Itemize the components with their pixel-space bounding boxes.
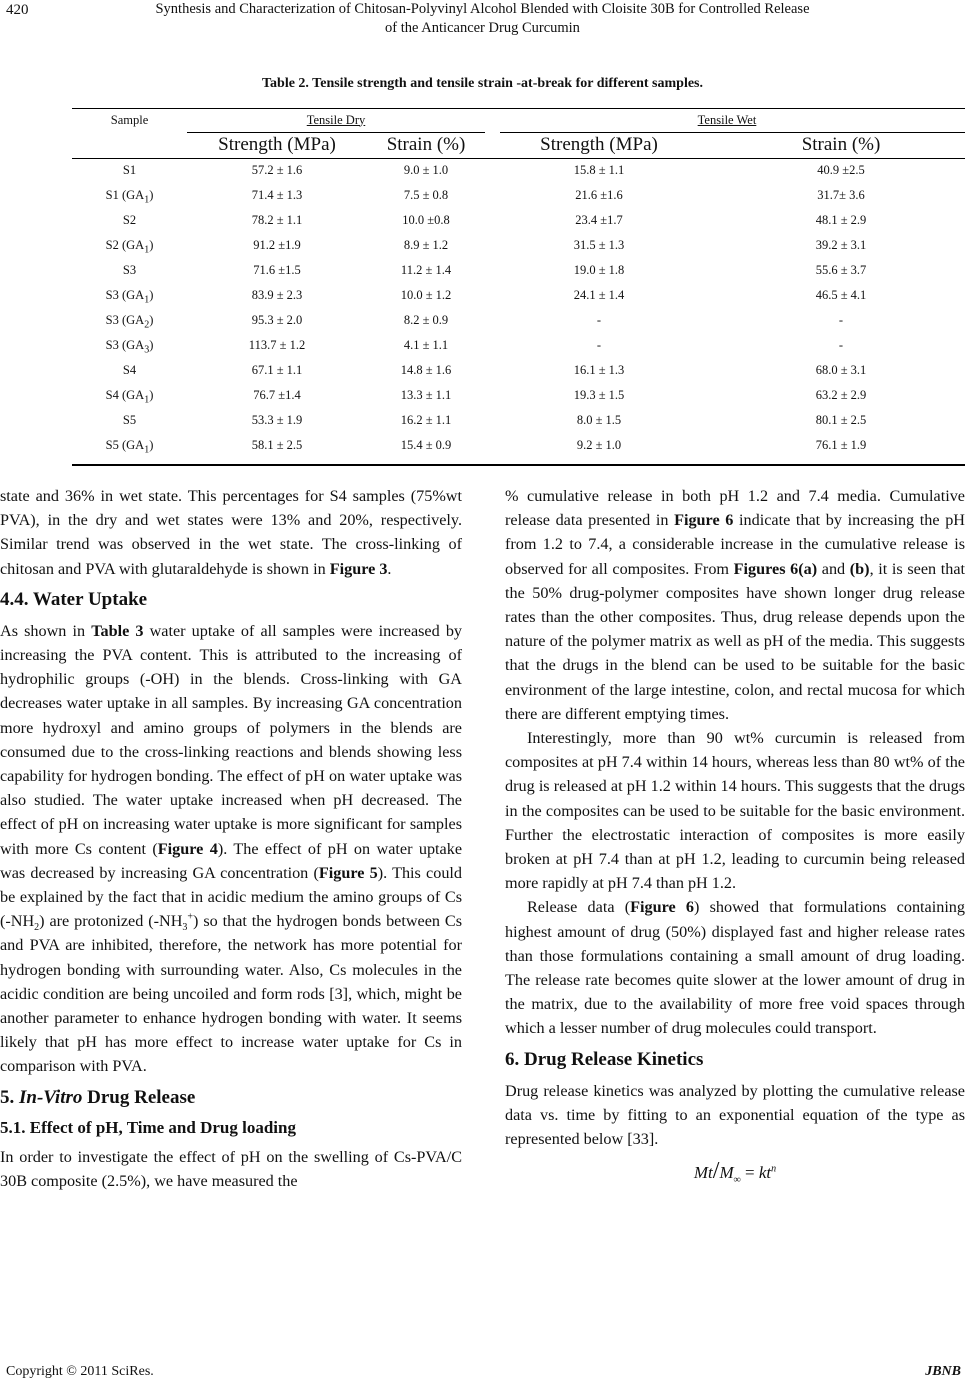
- paragraph: % cumulative release in both pH 1.2 and 7.4 media. Cumulative release data presented in Figure 6 indicate that by increasing the pH from 1.2 to 7.4, a considerable increase in the cumulative release is observed for all composites. From Figures 6(a) and (b), it is seen that the 50% drug-polymer composites have shown longer drug release rates than the other composites. Thus, drug release depends upon the nature of the polymer matrix as well as pH of the media. This suggests that the drugs in the blend can be used to be suitable for the basic environment of the large intestine, colon, and rectal mucosa for which there are different emptying times.: [505, 487, 965, 723]
- cell-wet-strain: -: [838, 338, 844, 352]
- table-caption: Table 2. Tensile strength and tensile strain -at-break for different samples.: [261, 76, 704, 91]
- table-row: [72, 183, 965, 208]
- cell-dry-strength: 78.2 ± 1.1: [251, 213, 303, 227]
- paragraph: Release data (Figure 6) showed that formulations containing highest amount of drug (50%) displayed fast and higher release rates than those formulations containing a small amount of drug loading. The release rate becomes quite slower at the lower amount of drug in the matrix, due to the availability of more free void spaces through which a lesser number of drug molecules could transport.: [505, 898, 965, 1038]
- cell-dry-strength: 91.2 ±1.9: [253, 238, 301, 252]
- tensile-table: [72, 108, 965, 458]
- section-heading-4-4: 4.4. Water Uptake: [0, 588, 148, 610]
- header-wet-strength: Strength (MPa): [540, 134, 658, 155]
- header-tensile-wet: Tensile Wet: [697, 112, 757, 127]
- cell-wet-strain: 40.9 ±2.5: [817, 163, 865, 177]
- cell-dry-strain: 8.2 ± 0.9: [403, 313, 449, 327]
- cell-dry-strain: 9.0 ± 1.0: [403, 163, 449, 177]
- cell-dry-strain: 14.8 ± 1.6: [400, 363, 452, 377]
- cell-wet-strength: -: [596, 313, 602, 327]
- cell-sample: S1: [122, 163, 137, 177]
- cell-dry-strain: 16.2 ± 1.1: [400, 413, 452, 427]
- header-dry-strain: Strain (%): [386, 134, 466, 155]
- cell-wet-strain: 80.1 ± 2.5: [815, 413, 867, 427]
- cell-wet-strength: 19.3 ± 1.5: [573, 388, 625, 402]
- cell-sample: S4: [122, 363, 137, 377]
- cell-dry-strength: 71.6 ±1.5: [253, 263, 301, 277]
- cell-sample: S3: [122, 263, 137, 277]
- cell-wet-strength: -: [596, 338, 602, 352]
- table-row: [72, 208, 965, 233]
- section-heading-5: 5. In-Vitro Drug Release: [0, 1086, 196, 1108]
- table-row: [72, 433, 965, 458]
- cell-dry-strength: 95.3 ± 2.0: [251, 313, 303, 327]
- cell-sample: S5: [122, 413, 137, 427]
- running-header-line1: Synthesis and Characterization of Chitosan-Polyvinyl Alcohol Blended with Cloisite 30B for Controlled Release: [155, 1, 810, 17]
- cell-wet-strength: 8.0 ± 1.5: [576, 413, 622, 427]
- table-body: [72, 158, 965, 458]
- cell-dry-strength: 53.3 ± 1.9: [251, 413, 303, 427]
- cell-wet-strain: 76.1 ± 1.9: [815, 438, 867, 452]
- cell-dry-strength: 83.9 ± 2.3: [251, 288, 303, 302]
- cell-sample: S3 $(GA_3)$: [105, 338, 154, 356]
- cell-wet-strength: 9.2 ± 1.0: [576, 438, 622, 452]
- cell-dry-strength: 113.7 ± 1.2: [248, 338, 306, 352]
- cell-wet-strength: 23.4 ±1.7: [575, 213, 623, 227]
- right-column: [505, 484, 965, 1185]
- cell-dry-strain: 13.3 ± 1.1: [400, 388, 452, 402]
- cell-wet-strain: 46.5 ± 4.1: [815, 288, 867, 302]
- cell-sample: S5 $(GA_1)$: [105, 438, 154, 456]
- table-row: [72, 358, 965, 383]
- section-heading-5-1: 5.1. Effect of pH, Time and Drug loading: [0, 1117, 296, 1137]
- cell-wet-strength: 16.1 ± 1.3: [573, 363, 625, 377]
- cell-wet-strain: 63.2 ± 2.9: [815, 388, 867, 402]
- cell-dry-strain: 7.5 ± 0.8: [403, 188, 449, 202]
- cell-wet-strength: 24.1 ± 1.4: [573, 288, 625, 302]
- running-header: [0, 0, 965, 38]
- page-number: 420: [6, 2, 29, 18]
- cell-sample: S3 $(GA_2)$: [105, 313, 154, 331]
- cell-wet-strain: 68.0 ± 3.1: [815, 363, 867, 377]
- cell-dry-strain: 15.4 ± 0.9: [400, 438, 452, 452]
- table-row: [72, 383, 965, 408]
- cell-sample: S4 $(GA_1)$: [105, 388, 154, 406]
- header-wet-strain: Strain (%): [801, 134, 881, 155]
- cell-wet-strain: 31.7± 3.6: [817, 188, 865, 202]
- cell-dry-strain: 4.1 ± 1.1: [403, 338, 449, 352]
- cell-dry-strain: 11.2 ± 1.4: [400, 263, 452, 277]
- cell-dry-strain: 10.0 ± 1.2: [400, 288, 452, 302]
- header-dry-strength: Strength (MPa): [218, 134, 336, 155]
- cell-sample: S2 $(GA_1)$: [105, 238, 154, 256]
- table-row: [72, 408, 965, 433]
- table-row: [72, 283, 965, 308]
- table-row: [72, 333, 965, 358]
- section-heading-6: 6. Drug Release Kinetics: [505, 1048, 704, 1070]
- equation: $Mt/M_\infty = kt^n$: [693, 1158, 777, 1186]
- copyright: Copyright © 2011 SciRes.: [6, 1364, 154, 1379]
- cell-dry-strain: 8.9 ± 1.2: [403, 238, 449, 252]
- header-sample: Sample: [110, 112, 149, 127]
- running-header-line2: of the Anticancer Drug Curcumin: [385, 20, 580, 36]
- cell-dry-strength: 57.2 ± 1.6: [251, 163, 303, 177]
- cell-dry-strength: 76.7 ±1.4: [253, 388, 301, 402]
- paragraph: Interestingly, more than 90 wt% curcumin is released from composites at pH 7.4 within 14 hours, whereas less than 80 wt% of the drug is released at pH 1.2 within 14 hours. This suggests that the drugs in the composites can be used to be suitable for the basic environment. Further the electrostatic interaction of composites is more easily broken at pH 7.4 than at pH 1.2, leading to curcumin being released more rapidly at pH 7.4 than pH 1.2.: [505, 729, 965, 893]
- paragraph: In order to investigate the effect of pH on the swelling of Cs-PVA/C 30B composite (2.5%), we have measured the: [0, 1147, 462, 1190]
- paragraph: state and 36% in wet state. This percentages for S4 samples (75%wt PVA), in the dry and wet states were 13% and 20%, respectively. Similar trend was observed in the wet state. The cross-linking of chitosan and PVA with glutaraldehyde is shown in Figure 3.: [0, 487, 462, 578]
- journal-abbrev: JBNB: [925, 1364, 961, 1379]
- header-tensile-dry: Tensile Dry: [306, 112, 366, 127]
- cell-sample: S1 $(GA_1)$: [105, 188, 154, 206]
- table-row: [72, 308, 965, 333]
- cell-wet-strain: -: [838, 313, 844, 327]
- cell-wet-strain: 55.6 ± 3.7: [815, 263, 867, 277]
- cell-dry-strength: 71.4 ± 1.3: [251, 188, 303, 202]
- paragraph: Drug release kinetics was analyzed by plotting the cumulative release data vs. time by fitting to an exponential equation of the type as represented below [33].: [505, 1081, 965, 1149]
- cell-wet-strain: 39.2 ± 3.1: [815, 238, 867, 252]
- paragraph: As shown in Table 3 water uptake of all samples were increased by increasing the PVA content. This is attributed to the increasing of hydrophilic groups (-OH) in the blends. Cross-linking with GA decreases water uptake in all samples. By increasing GA concentration more hydroxyl and amino groups of polymers in the blends are consumed due to the cross-linking reactions and blends showing less capability for hydrogen bonding. The effect of pH on water uptake was also studied. The water uptake increased when pH decreased. The effect of pH on increasing water uptake is more significant for samples with more Cs content (Figure 4). The effect of pH on water uptake was decreased by increasing GA concentration (Figure 5). This could be explained by the fact that in acidic medium the amino groups of Cs $(-NH_2)$ are protonized $(-NH_3^+)$ so that the hydrogen bonds between Cs and PVA are inhibited, therefore, the network has more potential for hydrogen bonding with surrounding water. Also, Cs molecules in the acidic condition are being uncoiled and form rods [3], which, might be another parameter to enhance hydrogen bonding with water. It seems likely that pH has more effect to increase water uptake for Cs in comparison with PVA.: [0, 621, 463, 1076]
- table-row: [72, 233, 965, 258]
- table-row: [72, 158, 965, 183]
- cell-sample: S2: [122, 213, 137, 227]
- left-column: [0, 484, 462, 1193]
- cell-wet-strength: 19.0 ± 1.8: [573, 263, 625, 277]
- cell-wet-strength: 21.6 ±1.6: [575, 188, 623, 202]
- cell-sample: S3 $(GA_1)$: [105, 288, 154, 306]
- cell-dry-strain: 10.0 ±0.8: [402, 213, 450, 227]
- cell-dry-strength: 58.1 ± 2.5: [251, 438, 303, 452]
- cell-wet-strain: 48.1 ± 2.9: [815, 213, 867, 227]
- table-row: [72, 258, 965, 283]
- cell-wet-strength: 31.5 ± 1.3: [573, 238, 625, 252]
- table-bottom-rule: [72, 464, 965, 466]
- cell-dry-strength: 67.1 ± 1.1: [251, 363, 303, 377]
- cell-wet-strength: 15.8 ± 1.1: [573, 163, 625, 177]
